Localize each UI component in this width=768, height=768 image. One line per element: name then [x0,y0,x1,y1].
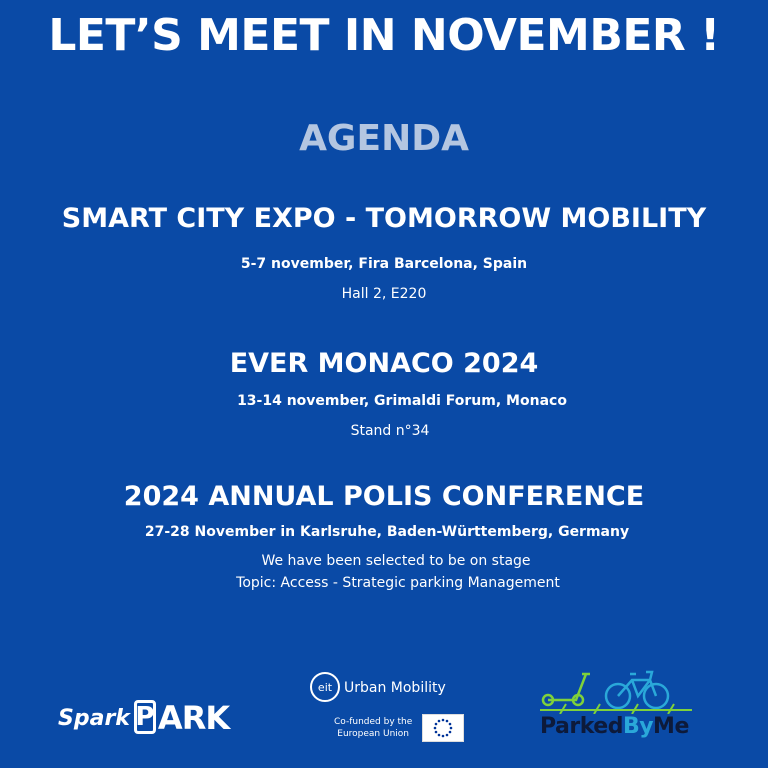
sparkpark-logo [58,690,230,737]
agenda-title: AGENDA [299,118,469,159]
event-note-polis-topic: Topic: Access - Strategic parking Management [236,575,560,591]
event-subtitle-polis-conference: 27-28 November in Karlsruhe, Baden-Württemberg, Germany [144,524,630,540]
eu-flag-icon [422,714,464,742]
sparkpark-logo-rest: ARK [157,699,230,737]
parkedbyme-wordmark [540,714,689,739]
parkedbyme-word-parked: Parked [540,714,623,739]
event-note-smart-city-expo: Hall 2, E220 [341,286,427,302]
eu-cofund-text [334,716,412,740]
eu-cofund-line2: European Union [337,729,409,739]
event-title-ever-monaco: EVER MONACO 2024 [229,348,539,379]
parkedbyme-word-by: By [622,714,654,739]
eu-cofund-line1: Co-funded by the [334,717,413,727]
eit-urban-mobility-logo [310,668,470,748]
parkedbyme-bike-icon [536,662,696,714]
parkedbyme-logo [536,662,696,746]
event-subtitle-ever-monaco: 13-14 november, Grimaldi Forum, Monaco [237,393,567,409]
event-title-polis-conference: 2024 ANNUAL POLIS CONFERENCE [123,481,645,512]
headline: LET’S MEET IN NOVEMBER ! [48,10,720,61]
eit-logo-name: Urban Mobility [344,680,446,696]
event-note-polis-stage: We have been selected to be on stage [261,553,531,569]
parkedbyme-word-me: Me [653,714,689,739]
eit-circle-icon: eit [310,672,340,702]
event-note-ever-monaco: Stand n°34 [350,423,430,439]
sparkpark-logo-word: Spark [58,706,130,731]
event-title-smart-city-expo: SMART CITY EXPO - TOMORROW MOBILITY [61,203,707,234]
event-subtitle-smart-city-expo: 5-7 november, Fira Barcelona, Spain [240,256,528,272]
sparkpark-logo-p-box: P [135,702,155,732]
